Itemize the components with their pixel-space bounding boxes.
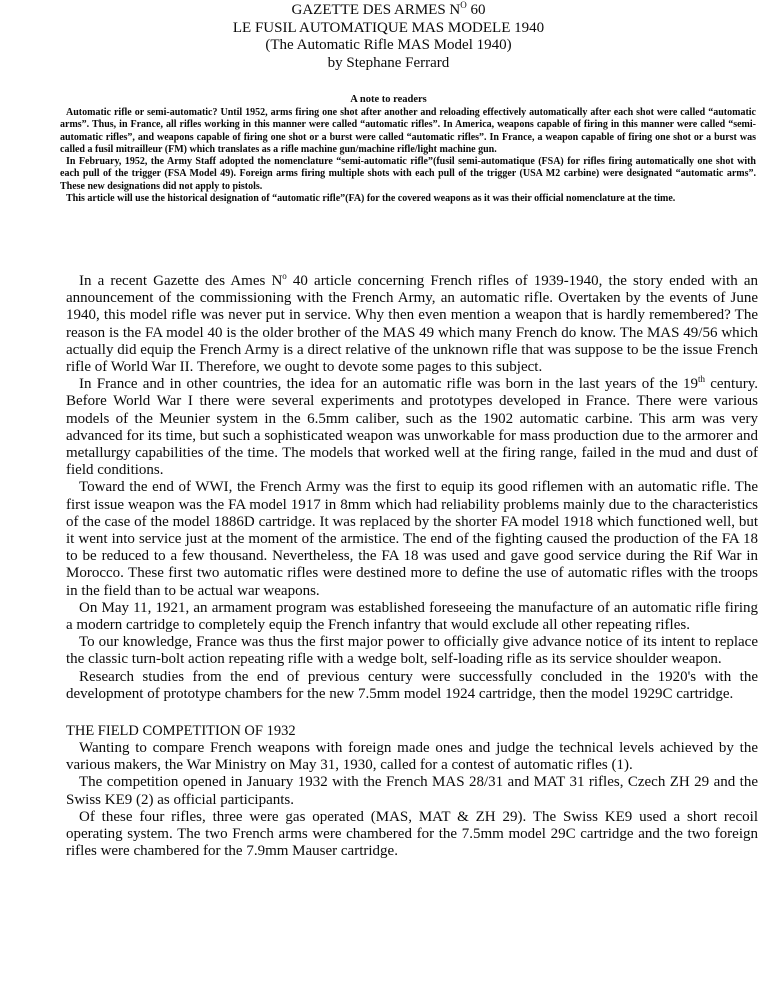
body-paragraph-2 (66, 376, 758, 479)
note-paragraph-1: Automatic rifle or semi-automatic? Until 1952, arms firing one shot after another and reloading effectively automatically after each shot were called “automatic arms”. Thus, in France, all rifles working in this manner were called “automatic rifles”. In America, weapons capable of firing in this manner were called “semi-automatic rifles”, and weapons capable of firing one shot or a burst were called “automatic rifles”. In France, a weapon capable of firing one shot or a burst was called a fusil mitrailleur (FM) which translates as a rifle machine gun/machine rifle/light machine gun. (60, 107, 756, 155)
body-paragraph-1 (66, 273, 758, 376)
body-paragraph-2-rest: century. Before World War I there were several experiments and prototypes developed in France. There were various models of the Meunier system in the 6.5mm caliber, such as the 1902 automatic carbine. This arm was very advanced for its time, but such a sophisticated weapon was unworkable for mass production due to the armorer and metallurgy capabilities of the time. The models that worked well at the firing range, failed in the mud and dust of field conditions. (66, 376, 758, 479)
gazette-title-number: 60 (466, 2, 486, 18)
body-paragraph-6: Research studies from the end of previous century were successfully concluded in the 1920's with the development of prototype chambers for the new 7.5mm model 1924 cartridge, then the model 1929C cartridge. (66, 668, 758, 702)
body-paragraph-2-sup: th (697, 374, 705, 385)
gazette-title-sup: O (460, 0, 467, 10)
section-heading: THE FIELD COMPETITION OF 1932 (66, 723, 296, 740)
note-to-readers (60, 107, 756, 205)
author-byline: by Stephane Ferrard (327, 54, 450, 71)
note-heading: A note to readers (350, 94, 427, 105)
body-paragraph-5: To our knowledge, France was thus the first major power to officially give advance notice of its intent to replace the classic turn-bolt action repeating rifle with a wedge bolt, self-loading rifle as its service shoulder weapon. (66, 634, 758, 668)
title-block (0, 2, 777, 72)
note-paragraph-3: This article will use the historical designation of “automatic rifle”(FA) for the covered weapons as it was their official nomenclature at the time. (66, 193, 676, 205)
article-title-french: LE FUSIL AUTOMATIQUE MAS MODELE 1940 (232, 19, 545, 36)
body-paragraph-3: Toward the end of WWI, the French Army was the first to equip its good riflemen with an automatic rifle. The first issue weapon was the FA model 1917 in 8mm which had reliability problems mainly due to the characteristics of the case of the model 1886D cartridge. It was replaced by the shorter FA model 1918 which functioned well, but it went into service just at the moment of the armistice. The end of the fighting caused the production of the FA 18 to be reduced to a few thousand. Nevertheless, the FA 18 was used and gave good service during the Rif War in Morocco. These first two automatic rifles were destined more to define the use of automatic rifles with the troops in the field than to be actual war weapons. (66, 479, 758, 599)
body-paragraph-1-rest: 40 article concerning French rifles of 1939-1940, the story ended with an announcement of the commissioning with the French Army, an automatic rifle. Overtaken by the events of June 1940, this model rifle was never put in service. Why then even mention a weapon that is hardly remembered? The reason is the FA model 40 is the older brother of the MAS 49 which many French do know. The MAS 49/56 which actually did equip the French Army is a direct relative of the unknown rifle that was suppose to be the issue French rifle of World War II. Therefore, we ought to devote some pages to this subject. (66, 273, 758, 376)
body-paragraph-7: Wanting to compare French weapons with foreign made ones and judge the technical levels achieved by the various makers, the War Ministry on May 31, 1930, called for a contest of automatic rifles (1). (66, 740, 758, 774)
body-paragraph-4: On May 11, 1921, an armament program was established foreseeing the manufacture of an automatic rifle firing a modern cartridge to completely equip the French infantry that would exclude all other repeating rifles. (66, 599, 758, 634)
body-paragraph-8: The competition opened in January 1932 with the French MAS 28/31 and MAT 31 rifles, Czech ZH 29 and the Swiss KE9 (2) as official participants. (66, 774, 758, 808)
gazette-title-text: GAZETTE DES ARMES N (291, 2, 461, 18)
article-title-english: (The Automatic Rifle MAS Model 1940) (265, 37, 512, 53)
body-paragraph-9: Of these four rifles, three were gas operated (MAS, MAT & ZH 29). The Swiss KE9 used a short recoil operating system. The two French arms were chambered for the 7.5mm model 29C cartridge and the two foreign rifles were chambered for the 7.9mm Mauser cartridge. (66, 808, 758, 860)
body-paragraph-1-sup: o (282, 271, 287, 281)
gazette-title (0, 2, 777, 20)
body-paragraph-2-start: In France and in other countries, the idea for an automatic rifle was born in the last years of the 19 (79, 376, 698, 393)
body-paragraph-1-start: In a recent Gazette des Ames N (79, 273, 283, 289)
article-body (66, 273, 758, 861)
note-paragraph-2: In February, 1952, the Army Staff adopted the nomenclature “semi-automatic rifle”(fusil semi-automatique (FSA) for rifles firing automatically one shot with each pull of the trigger (FSA Model 49). Foreign arms firing multiple shots with each pull of the trigger (USA M2 carbine) were designated “automatic arms”. These new designations did not apply to pistols. (60, 156, 756, 192)
